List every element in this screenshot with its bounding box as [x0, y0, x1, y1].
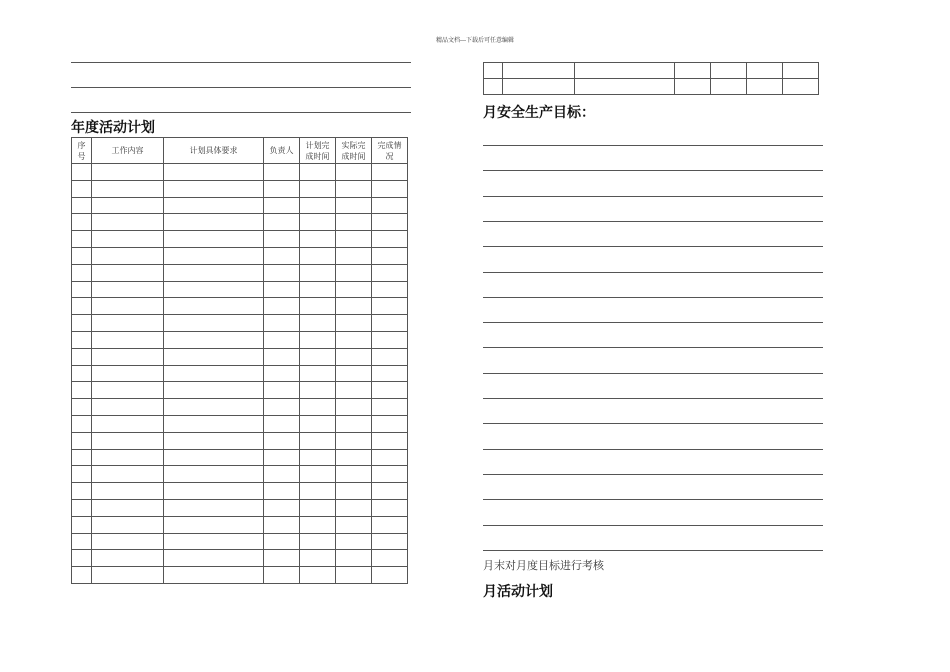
table-cell [336, 533, 372, 550]
table-cell [92, 415, 164, 432]
table-cell [72, 180, 92, 197]
table-cell [164, 533, 264, 550]
table-cell [503, 79, 575, 95]
table-cell [484, 79, 503, 95]
table-row [72, 499, 408, 516]
table-cell [264, 231, 300, 248]
table-cell [72, 298, 92, 315]
table-cell [300, 331, 336, 348]
table-cell [72, 432, 92, 449]
table-cell [264, 567, 300, 584]
table-row [72, 348, 408, 365]
table-cell [72, 348, 92, 365]
table-cell [164, 214, 264, 231]
table-row [72, 164, 408, 181]
col-header-status: 完成情况 [372, 138, 408, 164]
table-row [72, 483, 408, 500]
table-cell [92, 533, 164, 550]
table-cell [336, 264, 372, 281]
writing-line [483, 196, 823, 197]
table-cell [164, 180, 264, 197]
table-cell [336, 298, 372, 315]
writing-line [483, 145, 823, 146]
table-cell [92, 550, 164, 567]
col-header-actual-time: 实际完成时间 [336, 138, 372, 164]
table-cell [164, 382, 264, 399]
table-cell [72, 331, 92, 348]
table-row [72, 214, 408, 231]
table-row [72, 466, 408, 483]
table-cell [164, 432, 264, 449]
table-cell [72, 315, 92, 332]
table-cell [300, 483, 336, 500]
table-cell [264, 298, 300, 315]
table-row [484, 63, 819, 79]
table-cell [300, 516, 336, 533]
table-cell [72, 499, 92, 516]
table-cell [300, 533, 336, 550]
table-cell [164, 516, 264, 533]
writing-line [483, 449, 823, 450]
table-row [72, 550, 408, 567]
table-cell [164, 315, 264, 332]
table-cell [300, 315, 336, 332]
table-cell [575, 79, 675, 95]
table-cell [92, 231, 164, 248]
header-note: 精品文档---下载后可任意编辑 [435, 37, 515, 44]
table-cell [336, 214, 372, 231]
table-cell [92, 214, 164, 231]
table-cell [372, 214, 408, 231]
table-cell [300, 415, 336, 432]
table-cell [164, 449, 264, 466]
table-cell [264, 264, 300, 281]
table-row [72, 331, 408, 348]
table-cell [164, 298, 264, 315]
table-cell [336, 466, 372, 483]
table-cell [92, 483, 164, 500]
table-cell [300, 567, 336, 584]
table-cell [300, 499, 336, 516]
table-cell [92, 281, 164, 298]
table-cell [72, 365, 92, 382]
writing-line [483, 246, 823, 247]
table-cell [372, 415, 408, 432]
table-cell [264, 533, 300, 550]
writing-line [483, 373, 823, 374]
col-header-planned-time: 计划完成时间 [300, 138, 336, 164]
table-row [72, 382, 408, 399]
table-cell [164, 264, 264, 281]
table-cell [336, 550, 372, 567]
table-cell [264, 164, 300, 181]
table-cell [300, 382, 336, 399]
table-cell [72, 164, 92, 181]
table-cell [503, 63, 575, 79]
table-cell [372, 164, 408, 181]
table-cell [336, 432, 372, 449]
col-header-index: 序号 [72, 138, 92, 164]
table-cell [300, 214, 336, 231]
col-header-owner: 负责人 [264, 138, 300, 164]
table-cell [72, 415, 92, 432]
table-row [72, 432, 408, 449]
table-cell [264, 365, 300, 382]
table-cell [783, 79, 819, 95]
left-blank-line-1 [71, 62, 411, 63]
writing-line [483, 221, 823, 222]
table-cell [92, 365, 164, 382]
table-cell [164, 415, 264, 432]
table-cell [300, 432, 336, 449]
table-cell [300, 197, 336, 214]
annual-plan-title: 年度活动计划 [71, 120, 155, 136]
table-cell [164, 567, 264, 584]
table-cell [72, 281, 92, 298]
table-cell [164, 164, 264, 181]
table-cell [747, 79, 783, 95]
monthly-plan-title: 月活动计划 [483, 584, 553, 600]
table-cell [92, 449, 164, 466]
table-cell [372, 298, 408, 315]
table-cell [336, 516, 372, 533]
table-cell [372, 231, 408, 248]
table-cell [336, 164, 372, 181]
table-cell [300, 264, 336, 281]
table-cell [164, 365, 264, 382]
table-cell [711, 79, 747, 95]
table-cell [264, 516, 300, 533]
table-cell [372, 399, 408, 416]
monthly-assessment-note: 月末对月度目标进行考核 [483, 559, 604, 572]
table-cell [264, 499, 300, 516]
table-cell [264, 466, 300, 483]
table-cell [164, 483, 264, 500]
table-cell [92, 315, 164, 332]
table-cell [92, 264, 164, 281]
table-cell [264, 382, 300, 399]
table-cell [336, 348, 372, 365]
table-cell [300, 399, 336, 416]
table-cell [336, 331, 372, 348]
table-row [72, 180, 408, 197]
writing-line [483, 474, 823, 475]
table-cell [164, 231, 264, 248]
table-cell [336, 247, 372, 264]
table-cell [72, 516, 92, 533]
table-cell [300, 365, 336, 382]
writing-line [483, 398, 823, 399]
writing-line [483, 423, 823, 424]
table-cell [72, 399, 92, 416]
table-cell [92, 567, 164, 584]
table-cell [484, 63, 503, 79]
table-cell [264, 449, 300, 466]
table-cell [675, 63, 711, 79]
table-cell [300, 247, 336, 264]
table-cell [372, 264, 408, 281]
table-cell [72, 567, 92, 584]
table-cell [92, 180, 164, 197]
writing-line [483, 272, 823, 273]
table-cell [300, 550, 336, 567]
table-cell [72, 231, 92, 248]
table-cell [372, 331, 408, 348]
table-row [72, 298, 408, 315]
table-cell [164, 550, 264, 567]
table-cell [336, 281, 372, 298]
table-cell [336, 399, 372, 416]
table-cell [372, 365, 408, 382]
safety-goal-title: 月安全生产目标： [483, 105, 595, 121]
table-row [72, 399, 408, 416]
table-row [72, 516, 408, 533]
table-cell [372, 382, 408, 399]
table-cell [372, 567, 408, 584]
table-cell [264, 432, 300, 449]
table-cell [675, 79, 711, 95]
table-cell [72, 533, 92, 550]
table-cell [164, 348, 264, 365]
table-cell [336, 365, 372, 382]
table-cell [92, 348, 164, 365]
table-cell [72, 449, 92, 466]
table-cell [264, 348, 300, 365]
table-row [72, 449, 408, 466]
table-cell [92, 247, 164, 264]
table-cell [264, 247, 300, 264]
writing-line [483, 170, 823, 171]
table-cell [300, 348, 336, 365]
table-cell [336, 499, 372, 516]
table-cell [372, 516, 408, 533]
table-cell [372, 180, 408, 197]
table-cell [164, 499, 264, 516]
table-cell [300, 449, 336, 466]
table-cell [336, 197, 372, 214]
table-row [72, 567, 408, 584]
table-row [72, 315, 408, 332]
table-cell [264, 315, 300, 332]
left-blank-line-2 [71, 87, 411, 88]
table-cell [264, 180, 300, 197]
table-cell [783, 63, 819, 79]
writing-line [483, 550, 823, 551]
table-row [484, 79, 819, 95]
table-cell [164, 281, 264, 298]
table-cell [336, 415, 372, 432]
table-cell [92, 298, 164, 315]
writing-line [483, 297, 823, 298]
writing-line [483, 322, 823, 323]
table-cell [92, 197, 164, 214]
table-cell [92, 399, 164, 416]
table-cell [164, 399, 264, 416]
table-cell [372, 432, 408, 449]
table-cell [72, 483, 92, 500]
table-cell [300, 466, 336, 483]
table-cell [164, 247, 264, 264]
table-cell [336, 483, 372, 500]
table-row [72, 247, 408, 264]
table-cell [164, 466, 264, 483]
table-cell [336, 180, 372, 197]
table-cell [264, 197, 300, 214]
writing-line [483, 499, 823, 500]
table-row [72, 415, 408, 432]
table-row [72, 264, 408, 281]
writing-line [483, 347, 823, 348]
table-row [72, 281, 408, 298]
table-cell [264, 550, 300, 567]
table-cell [336, 315, 372, 332]
table-cell [372, 247, 408, 264]
table-cell [92, 466, 164, 483]
table-cell [92, 382, 164, 399]
table-cell [92, 164, 164, 181]
table-row [72, 231, 408, 248]
table-cell [264, 214, 300, 231]
table-cell [72, 214, 92, 231]
table-cell [92, 499, 164, 516]
table-cell [72, 247, 92, 264]
table-cell [372, 466, 408, 483]
table-cell [372, 348, 408, 365]
table-cell [336, 382, 372, 399]
table-cell [72, 264, 92, 281]
table-cell [372, 499, 408, 516]
table-row [72, 533, 408, 550]
table-cell [264, 415, 300, 432]
table-cell [72, 466, 92, 483]
table-cell [372, 315, 408, 332]
table-cell [372, 533, 408, 550]
table-cell [300, 180, 336, 197]
table-row [72, 197, 408, 214]
table-cell [164, 331, 264, 348]
table-cell [300, 231, 336, 248]
writing-line [483, 525, 823, 526]
table-cell [264, 483, 300, 500]
col-header-requirements: 计划具体要求 [164, 138, 264, 164]
table-cell [336, 231, 372, 248]
table-cell [372, 197, 408, 214]
table-cell [575, 63, 675, 79]
table-cell [92, 331, 164, 348]
table-cell [336, 449, 372, 466]
table-cell [72, 382, 92, 399]
table-cell [747, 63, 783, 79]
continued-table [483, 62, 819, 95]
table-cell [336, 567, 372, 584]
table-cell [711, 63, 747, 79]
table-cell [164, 197, 264, 214]
table-cell [372, 483, 408, 500]
table-cell [300, 164, 336, 181]
table-cell [92, 432, 164, 449]
table-cell [72, 197, 92, 214]
table-cell [264, 331, 300, 348]
annual-plan-table [71, 137, 408, 584]
left-blank-line-3 [71, 112, 411, 113]
table-cell [372, 449, 408, 466]
table-row [72, 365, 408, 382]
table-cell [72, 550, 92, 567]
table-cell [92, 516, 164, 533]
table-cell [300, 298, 336, 315]
table-cell [300, 281, 336, 298]
col-header-work-content: 工作内容 [92, 138, 164, 164]
table-cell [264, 281, 300, 298]
table-cell [372, 281, 408, 298]
table-cell [264, 399, 300, 416]
table-cell [372, 550, 408, 567]
